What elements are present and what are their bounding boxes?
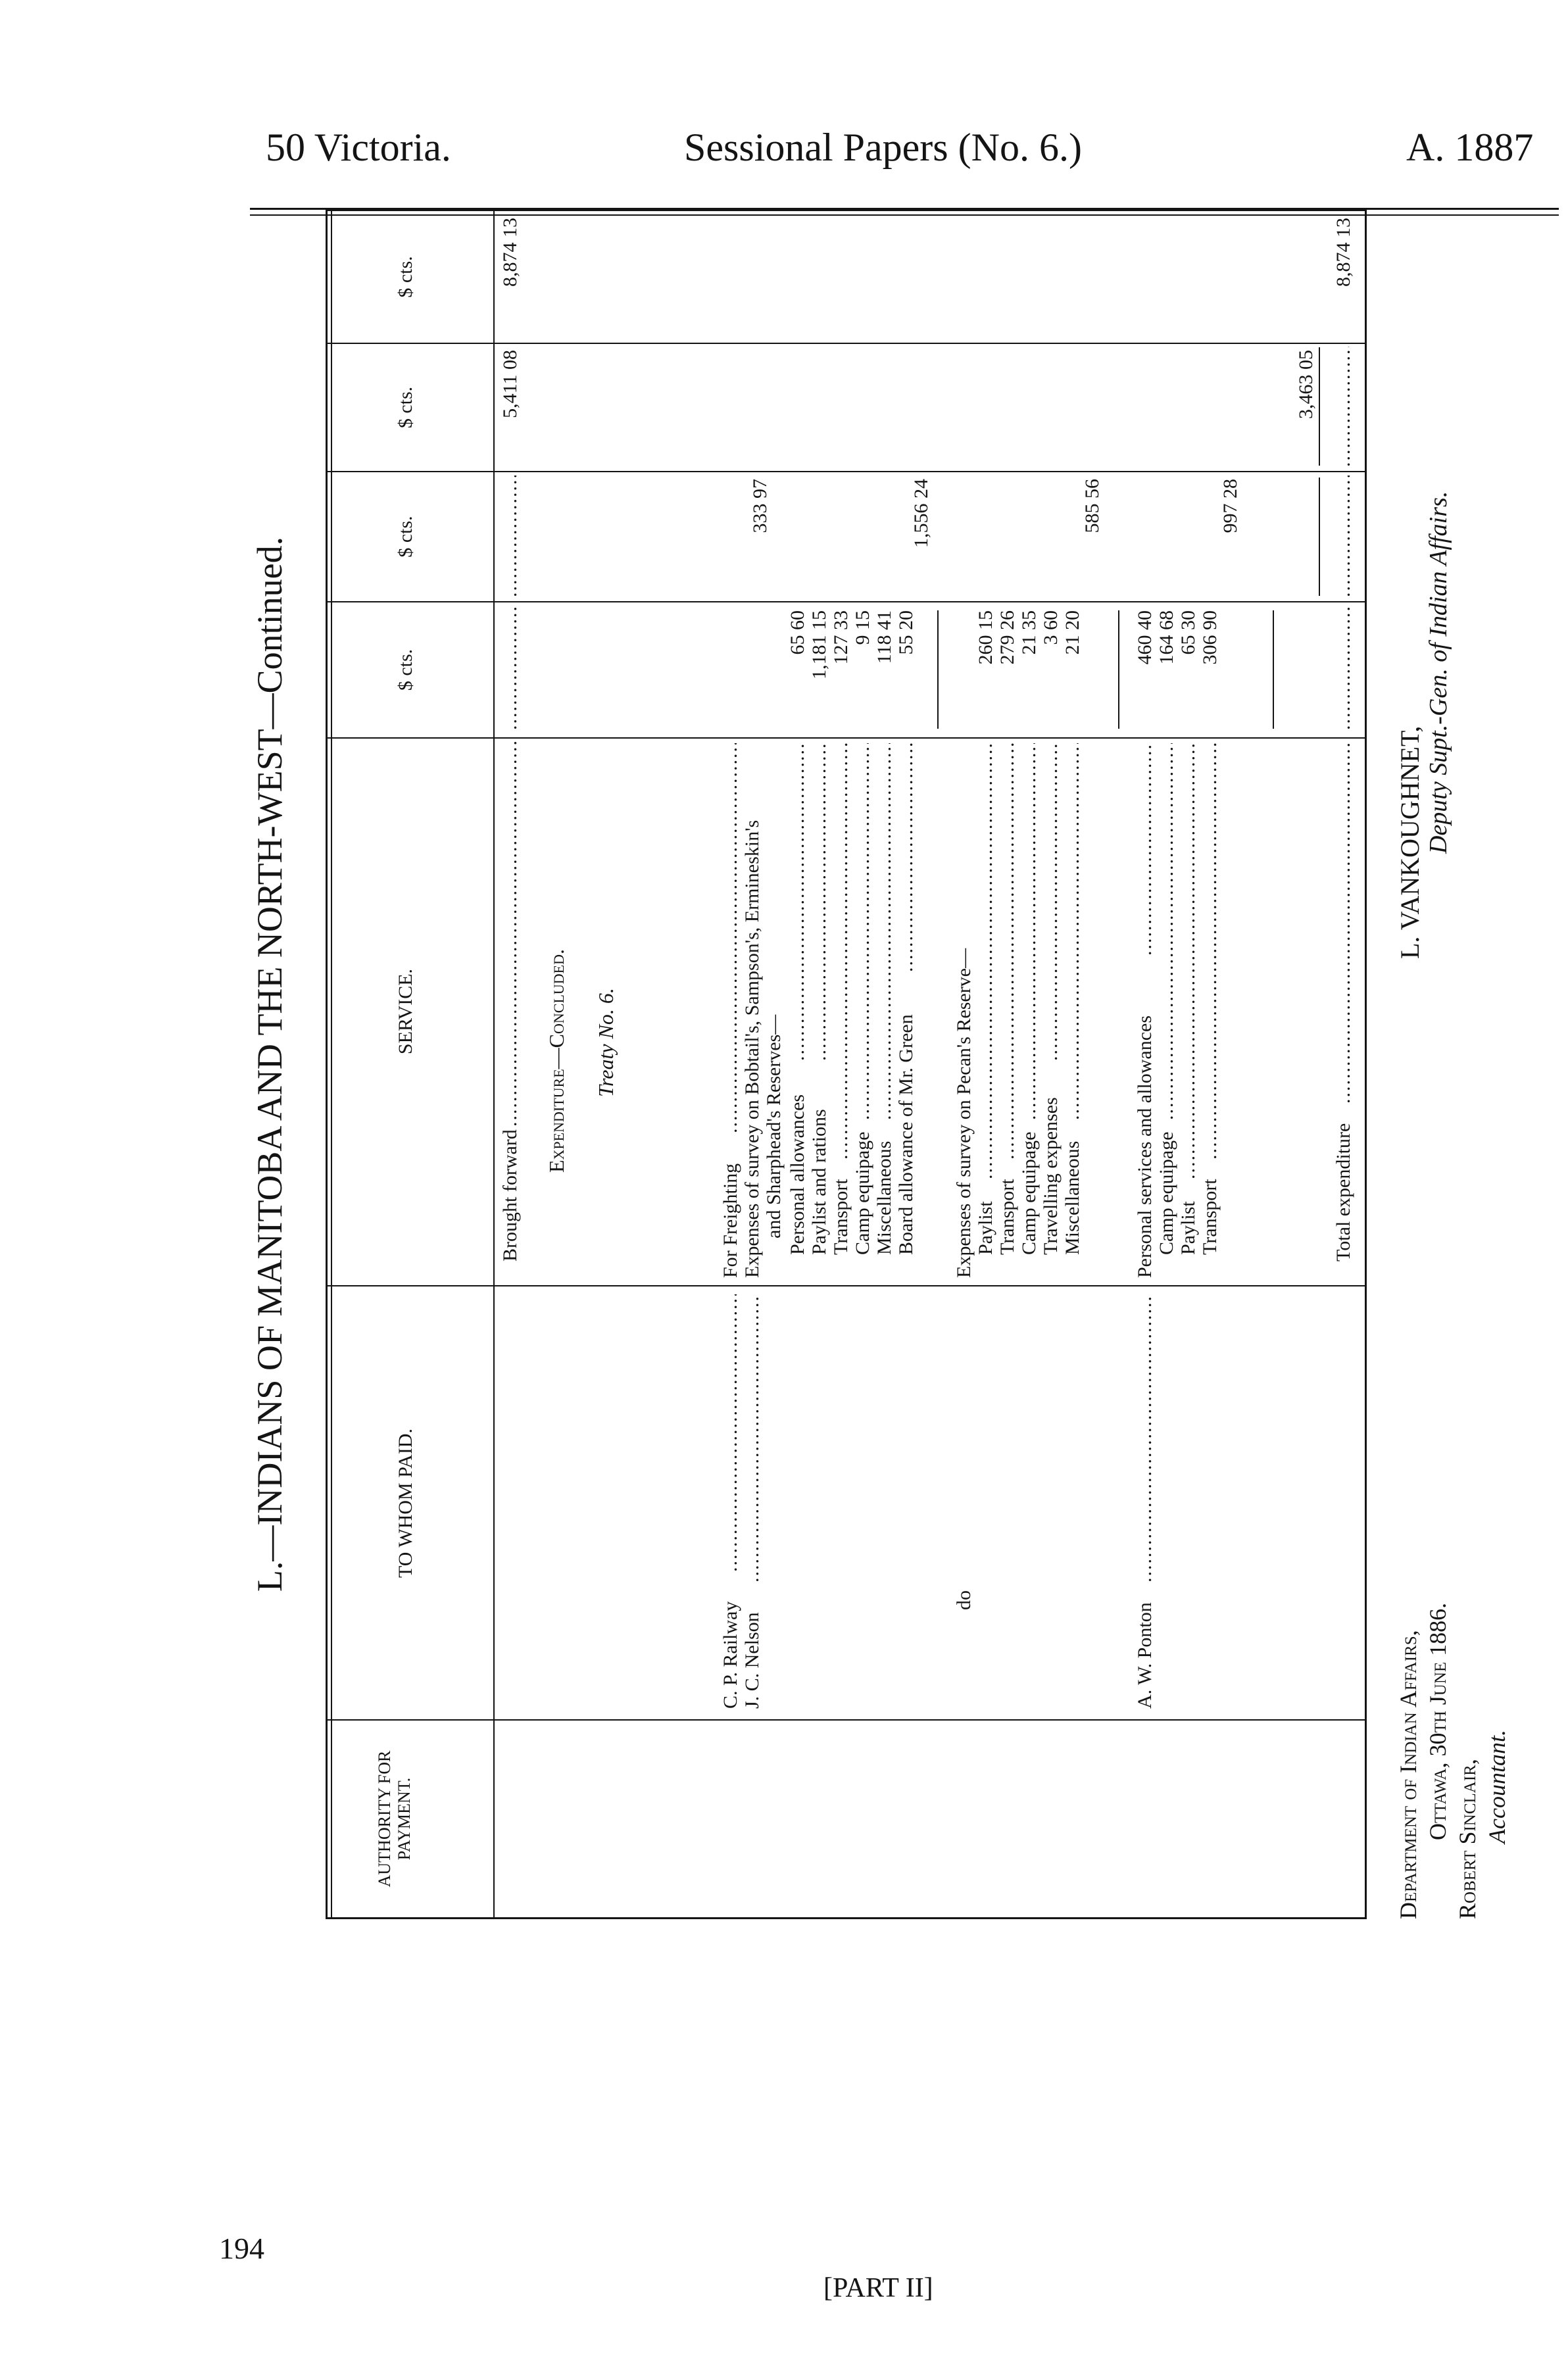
service-cell: Miscellaneous [1062, 1140, 1083, 1255]
leader-dots [896, 743, 917, 972]
leader-dots [1178, 743, 1199, 1179]
total-label: Total expenditure [1333, 1123, 1354, 1261]
amount-col1: 460 40 [1134, 610, 1156, 665]
amount-col1: 306 90 [1199, 610, 1221, 665]
amount-col1: 279 26 [996, 610, 1018, 665]
brought-forward-amt4: 8,874 13 [499, 218, 521, 287]
amount-col1: 55 20 [895, 610, 917, 655]
col-rule-5 [326, 471, 1367, 472]
brought-forward-amt3: 5,411 08 [499, 350, 521, 418]
leader-dots [500, 742, 521, 1127]
service-cell: For Freighting [720, 1163, 741, 1278]
leader-dots [852, 743, 873, 1120]
table-bottom-border [1365, 209, 1367, 1919]
paid-to-cell: do [953, 1590, 975, 1610]
footer-signatory-name: L. VANKOUGHNET, [1395, 725, 1425, 959]
amount-col1: 1,181 15 [808, 610, 830, 679]
leader-dots [831, 743, 852, 1160]
amount-col1: 65 30 [1177, 610, 1199, 655]
amount-col2: 997 28 [1219, 479, 1241, 533]
rotated-table-page [247, 209, 1536, 1919]
subtotal-rule-amt3 [1319, 347, 1320, 466]
subtotal-rule-amt1 [937, 610, 939, 729]
leader-dots [975, 743, 996, 1179]
col-rule-3 [326, 737, 1367, 739]
service-cell: Paylist and rations [808, 1109, 830, 1255]
service-cell: Transport [996, 1179, 1018, 1255]
header-center: Sessional Papers (No. 6.) [684, 126, 1082, 169]
service-cell: Camp equipage [1156, 1131, 1177, 1255]
subtotal-rule-amt1 [1273, 610, 1274, 729]
total-amt4: 8,874 13 [1333, 218, 1354, 287]
subtotal-rule-amt1 [1118, 610, 1119, 729]
leader-dots [1135, 743, 1156, 956]
footer-accountant-name: Robert Sinclair, [1454, 1759, 1481, 1919]
leader-dots [997, 743, 1018, 1160]
amount-col1: 21 35 [1018, 610, 1040, 655]
amount-col2: 1,556 24 [910, 479, 932, 548]
paid-to-cell: A. W. Ponton [1134, 1602, 1156, 1709]
leader-dots [1156, 743, 1177, 1120]
leader-dots [1333, 347, 1354, 467]
footer-department: Department of Indian Affairs, [1395, 1630, 1421, 1919]
leader-dots [1200, 743, 1221, 1160]
col-head-amt4: $ cts. [395, 256, 416, 298]
brought-forward-label: Brought forward [499, 1129, 521, 1261]
paid-to-cell: C. P. Railway [720, 1601, 741, 1709]
service-cell: Paylist [975, 1201, 996, 1255]
header-bottom-rule [493, 209, 495, 1919]
leader-dots [500, 476, 521, 597]
subtotal-rule-amt2 [1319, 477, 1320, 596]
leader-dots [742, 1294, 763, 1582]
table-top-border [326, 209, 328, 1919]
service-cell: Expenses of survey on Bobtail's, Sampson's, Ermineskin's [741, 820, 763, 1278]
leader-dots [1019, 743, 1040, 1120]
header-right: A. 1887 [1406, 126, 1534, 169]
col-rule-2 [326, 1285, 1367, 1286]
service-cell: Transport [1199, 1179, 1221, 1255]
amount-col1: 3 60 [1040, 610, 1062, 645]
amount-col1: 21 20 [1062, 610, 1083, 655]
col-rule-1 [326, 1719, 1367, 1721]
service-cell: and Sharphead's Reserves— [763, 1014, 785, 1238]
amount-col1: 260 15 [975, 610, 996, 665]
service-cell: Camp equipage [1018, 1131, 1040, 1255]
leader-dots [500, 608, 521, 730]
service-cell: Transport [830, 1179, 852, 1255]
col-head-amt3: $ cts. [395, 386, 416, 429]
amount-col1: 65 60 [787, 610, 808, 655]
service-cell: Travelling expenses [1040, 1097, 1062, 1255]
header-left: 50 Victoria. [266, 126, 451, 169]
service-cell: Camp equipage [852, 1131, 873, 1255]
paid-to-cell: J. C. Nelson [741, 1612, 763, 1709]
leader-dots [1333, 476, 1354, 597]
leader-dots [720, 743, 741, 1133]
leader-dots [1135, 1294, 1156, 1582]
col-head-service: SERVICE. [395, 968, 416, 1055]
amount-col2: 333 97 [749, 479, 771, 533]
page-number: 194 [219, 2232, 264, 2265]
amount-col1: 164 68 [1156, 610, 1177, 665]
col-head-authority: AUTHORITY FOR PAYMENT. [375, 1750, 414, 1888]
amount-col2: 585 56 [1081, 479, 1103, 533]
footer-accountant-title: Accountant. [1484, 1730, 1510, 1844]
leader-dots [874, 743, 895, 1120]
table-title: L.—INDIANS OF MANITOBA AND THE NORTH-WEST—Continued. [250, 536, 289, 1592]
leader-dots [1333, 742, 1354, 1104]
service-cell: Paylist [1177, 1201, 1199, 1255]
service-cell: Expenses of survey on Pecan's Reserve— [953, 948, 975, 1278]
col-rule-0 [326, 1917, 1367, 1919]
leader-dots [1333, 608, 1354, 730]
col-head-amt1: $ cts. [395, 648, 416, 691]
leader-dots [1062, 743, 1083, 1120]
section-heading: Expenditure—Concluded. [545, 949, 568, 1173]
service-cell: Miscellaneous [873, 1140, 895, 1255]
table-top-border-thin [331, 209, 332, 1919]
col-rule-4 [326, 601, 1367, 602]
part-label: [PART II] [823, 2273, 933, 2303]
amount-col1: 118 41 [873, 610, 895, 664]
leader-dots [1041, 743, 1062, 1061]
service-cell: Personal services and allowances [1134, 1015, 1156, 1278]
amount-col1: 9 15 [852, 610, 873, 645]
treaty-heading: Treaty No. 6. [594, 988, 618, 1097]
col-head-amt2: $ cts. [395, 516, 416, 558]
footer-date: Ottawa, 30th June 1886. [1425, 1602, 1451, 1840]
amount-col1: 127 33 [830, 610, 852, 665]
col-head-paid-to: TO WHOM PAID. [395, 1429, 416, 1578]
amount-col3: 3,463 05 [1295, 350, 1317, 419]
leader-dots [720, 1294, 741, 1572]
leader-dots [809, 743, 830, 1061]
col-rule-7 [326, 209, 1367, 211]
service-cell: Personal allowances [787, 1094, 808, 1255]
leader-dots [787, 743, 808, 1061]
footer-signatory-title: Deputy Supt.-Gen. of Indian Affairs. [1425, 491, 1452, 854]
col-rule-6 [326, 343, 1367, 344]
service-cell: Board allowance of Mr. Green [895, 1014, 917, 1255]
